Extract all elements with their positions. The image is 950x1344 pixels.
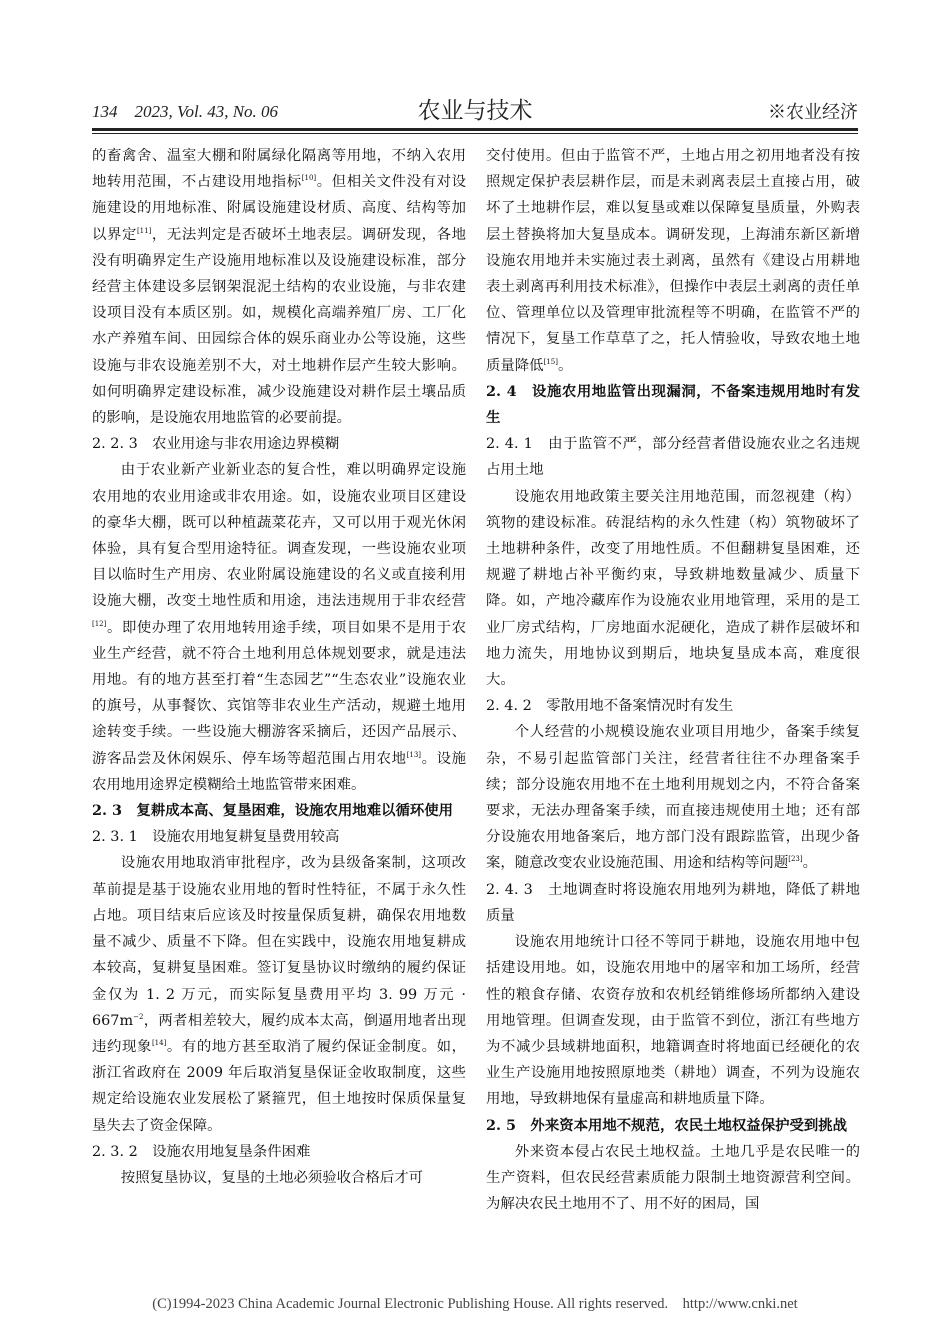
subsection-heading: 2. 2. 3 农业用途与非农用途边界模糊 [92,436,340,453]
citation: [15] [543,357,558,366]
paragraph: 设施农用地政策主要关注用地范围，而忽视建（构）筑物的建设标准。砖混结构的永久性建（构）筑物破坏了土地耕种条件，改变了用地性质。不但翻耕复垦困难，还规避了耕地占补平衡约束，导致耕地数量减少、质量下降。如，产地冷藏库作为设施农业用地管理，采用的是工业厂房式结构，厂房地面水泥硬化，造成了耕作层破坏和地力流失，用地协议到期后，地块复垦成本高，难度很大。 [486,488,860,689]
subsection-heading: 2. 4. 3 土地调查时将设施农用地列为耕地，降低了耕地质量 [486,881,860,924]
paragraph: 设施农用地统计口径不等同于耕地，设施农用地中包括建设用地。如，设施农用地中的屠宰和加工场所，经营性的粮食存储、农资存放和农机经销维修场所都纳入建设用地管理。但调查发现，由于监管不到位，浙江有些地方为不减少县域耕地面积，地籍调查时将地面已经硬化的农业生产设施用地按照原地类（耕地）调查，不列为设施农用地，导致耕地保有量虚高和耕地质量下降。 [486,934,860,1108]
paragraph: 交付使用。但由于监管不严，土地占用之初用地者没有按照规定保护表层耕作层，而是未剥离表层土直接占用，破坏了土地耕作层，难以复垦或难以保障复垦质量，外购表层土替换将加大复垦成本。调研发现，上海浦东新区新增设施农用地并未实施过表土剥离，虽然有《建设占用耕地表土剥离再利用技术标准》，但操作中表层土剥离的责任单位、管理单位以及管理审批流程等不明确，在监管不严的情况下，复垦工作草草了之，托人情验收，导致农地土地质量降低[15]。 [486,148,860,374]
subsection-heading: 2. 3. 1 设施农用地复耕复垦费用较高 [92,829,340,846]
header-rule-thick [92,128,858,131]
right-column [486,143,860,1217]
citation: [11] [136,226,152,235]
exponent: −2 [133,1012,144,1021]
subsection-heading: 2. 4. 1 由于监管不严，部分经营者借设施农业之名违规占用土地 [486,436,860,479]
section-heading: 2. 5 外来资本用地不规范，农民土地权益保护受到挑战 [486,1116,848,1134]
section-heading: 2. 4 设施农用地监管出现漏洞，不备案违规用地时有发生 [486,382,860,427]
paragraph: 的畜禽舍、温室大棚和附属绿化隔离等用地，不纳入农用地转用范围，不占建设用地指标[10]。但相关文件没有对设施建设的用地标准、附属设施建设材质、高度、结构等加以界定[11]，无法判定是否破坏土地表层。调研发现，各地没有明确界定生产设施用地标准以及设施建设标准，部分经营主体建设多层钢架混泥土结构的农业设施，与非农建设项目没有本质区别。如，规模化高端养殖厂房、工厂化水产养殖车间、田园综合体的娱乐商业办公等设施，这些设施与非农设施差别不大，对土地耕作层产生较大影响。如何明确界定建设标准，减少设施建设对耕作层土壤品质的影响，是设施农用地监管的必要前提。 [92,148,466,427]
paragraph: 由于农业新产业新业态的复合性，难以明确界定设施农用地的农业用途或非农用途。如，设施农业项目区建设的豪华大棚，既可以种植蔬菜花卉，又可以用于观光休闲体验，具有复合型用途特征。调查发现，一些设施农业项目以临时生产用房、农业附属设施建设的名义或直接利用设施大棚，改变土地性质和用途，违法违规用于非农经营[12]。即使办理了农用地转用途手续，项目如果不是用于农业生产经营，就不符合土地利用总体规划要求，就是违法用地。有的地方甚至打着“生态园艺”“生态农业”设施农业的旗号，从事餐饮、宾馆等非农业生产活动，规避土地用途转变手续。一些设施大棚游客采摘后，还因产品展示、游客品尝及休闲娱乐、停车场等超范围占用农地[13]。设施农用地用途界定模糊给土地监管带来困难。 [92,462,466,793]
page-number-volume: 134 2023, Vol. 43, No. 06 [92,102,279,121]
citation: [10] [301,174,317,183]
section-heading: 2. 3 复耕成本高、复垦困难，设施农用地难以循环使用 [92,802,454,820]
subsection-heading: 2. 4. 2 零散用地不备案情况时有发生 [486,698,734,715]
citation: [12] [92,619,107,628]
subsection-heading: 2. 3. 2 设施农用地复垦条件困难 [92,1143,311,1160]
section-label: ※农业经济 [768,102,858,123]
copyright-footer: (C)1994-2023 China Academic Journal Electronic Publishing House. All rights reserved. http://www.cnki.net [152,1296,798,1312]
page-header [92,92,858,126]
paragraph: 设施农用地取消审批程序，改为县级备案制，这项改革前提是基于设施农业用地的暂时性特征，不属于永久性占地。项目结束后应该及时按量保质复耕，确保农用地数量不减少、质量不下降。但在实践中，设施农用地复耕成本较高，复耕复垦困难。签订复垦协议时缴纳的履约保证金仅为 1. 2 万元，而实际复垦费用平均 3. 99 万元 · 667m$^{-2}$，两者相差较大，履约成本太高，倒逼用地者出现违约现象[14]。有的地方甚至取消了履约保证金制度。如，浙江省政府在 2009 年后取消复垦保证金收取制度，这些规定给设施农业发展松了紧箍咒，但土地按时保质保量复垦失去了资金保障。 [92,855,466,1134]
left-column [92,143,466,1191]
journal-title: 农业与技术 [417,98,533,124]
citation: [23] [788,855,803,864]
citation: [14] [151,1039,167,1048]
paragraph: 按照复垦协议，复垦的土地必须验收合格后才可 [120,1169,424,1186]
citation: [13] [406,750,422,759]
paragraph: 外来资本侵占农民土地权益。土地几乎是农民唯一的生产资料，但农民经营素质能力限制土地资源营利空间。为解决农民土地用不了、用不好的困局，国 [486,1143,860,1213]
header-rule-thin [92,133,858,134]
paragraph: 个人经营的小规模设施农业项目用地少，备案手续复杂，不易引起监管部门关注，经营者往往不办理备案手续；部分设施农用地不在土地利用规划之内，不符合备案要求，无法办理备案手续，而直接违规使用土地；还有部分设施农用地备案后，地方部门没有跟踪监管，出现少备案，随意改变农业设施范围、用途和结构等问题[23]。 [486,724,860,872]
